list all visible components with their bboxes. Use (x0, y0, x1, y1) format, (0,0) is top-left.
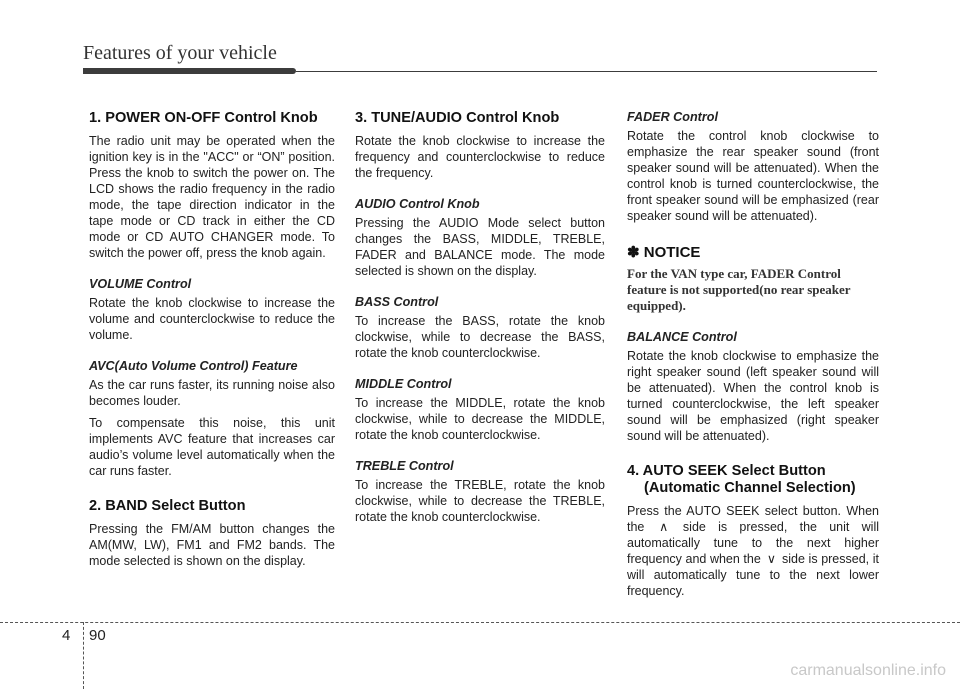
tune-audio-text: Rotate the knob clockwise to increase the frequency and counterclockwise to reduce the frequency. (355, 134, 605, 180)
down-arrow-icon: ∨ (766, 552, 776, 566)
middle-heading: MIDDLE Control (355, 377, 452, 391)
audio-knob-text: Pressing the AUDIO Mode select button changes the BASS, MIDDLE, TREBLE, FADER and BALANCE mode. The mode selected is shown on the display. (355, 216, 605, 278)
footer-rule (0, 622, 960, 623)
column-1 (89, 110, 335, 575)
balance-heading: BALANCE Control (627, 330, 737, 344)
auto-seek-text (627, 503, 879, 599)
auto-seek-text-b: side is pressed, the unit will automatically tune to the next higher frequency and when the (627, 520, 879, 566)
avc-heading: AVC(Auto Volume Control) Feature (89, 359, 298, 373)
band-button-text: Pressing the FM/AM button changes the AM(MW, LW), FM1 and FM2 bands. The mode selected is shown on the display. (89, 522, 335, 568)
tune-audio-heading: 3. TUNE/AUDIO Control Knob (355, 110, 560, 126)
power-knob-heading: 1. POWER ON-OFF Control Knob (89, 110, 318, 126)
treble-text: To increase the TREBLE, rotate the knob clockwise, while to decrease the TREBLE, rotate the knob counterclockwise. (355, 478, 605, 524)
bass-text: To increase the BASS, rotate the knob clockwise, while to decrease the BASS, rotate the knob counterclockwise. (355, 314, 605, 360)
auto-seek-text-c: side is pressed, it will automatically tune to the next lower frequency. (627, 552, 879, 598)
volume-control-text: Rotate the knob clockwise to increase the volume and counterclockwise to reduce the volume. (89, 296, 335, 342)
column-3 (627, 110, 879, 605)
volume-control-heading: VOLUME Control (89, 277, 192, 291)
balance-text: Rotate the knob clockwise to emphasize the right speaker sound (left speaker sound will be attenuated). When the control knob is turned counterclockwise, the left speaker sound will be emphasized (right speaker sound will be attenuated). (627, 349, 879, 443)
auto-seek-text-a: Press the AUTO SEEK select button. When the (627, 504, 879, 534)
page-number: 90 (89, 627, 106, 644)
bass-heading: BASS Control (355, 295, 439, 309)
fader-heading: FADER Control (627, 110, 718, 124)
fader-text: Rotate the control knob clockwise to emphasize the rear speaker sound (front speaker sound will be attenuated). When the control knob is turned counterclockwise, the front speaker sound will be emphasized (rear speaker sound will be attenuated). (627, 129, 879, 223)
up-arrow-icon: ∧ (659, 520, 669, 534)
treble-heading: TREBLE Control (355, 459, 454, 473)
header-rule (296, 71, 877, 72)
audio-knob-heading: AUDIO Control Knob (355, 197, 480, 211)
avc-text-1: As the car runs faster, its running noise also becomes louder. (89, 378, 335, 408)
watermark: carmanualsonline.info (790, 662, 946, 679)
middle-text: To increase the MIDDLE, rotate the knob clockwise, while to decrease the MIDDLE, rotate the knob counterclockwise. (355, 396, 605, 442)
band-button-heading: 2. BAND Select Button (89, 498, 246, 514)
avc-text-2: To compensate this noise, this unit implements AVC feature that increases car audio’s volume level automatically when the car runs faster. (89, 416, 335, 478)
page-header-title: Features of your vehicle (83, 42, 277, 64)
auto-seek-heading: 4. AUTO SEEK Select Button (Automatic Channel Selection) (627, 463, 856, 496)
chapter-number: 4 (62, 627, 71, 644)
header-bar (83, 68, 296, 74)
column-2 (355, 110, 605, 531)
power-knob-text: The radio unit may be operated when the ignition key is in the "ACC" or “ON” position. Press the knob to switch the power on. The LCD shows the radio frequency in the radio mode, the tape direction indicator in the tape mode or CD track in either the CD mode or CD AUTO CHANGER mode. To switch the power off, press the knob again. (89, 134, 335, 260)
notice-heading: ✽ NOTICE (627, 244, 701, 261)
notice-text: For the VAN type car, FADER Control feature is not supported(no rear speaker equipped). (627, 266, 851, 313)
footer-divider (83, 622, 84, 689)
